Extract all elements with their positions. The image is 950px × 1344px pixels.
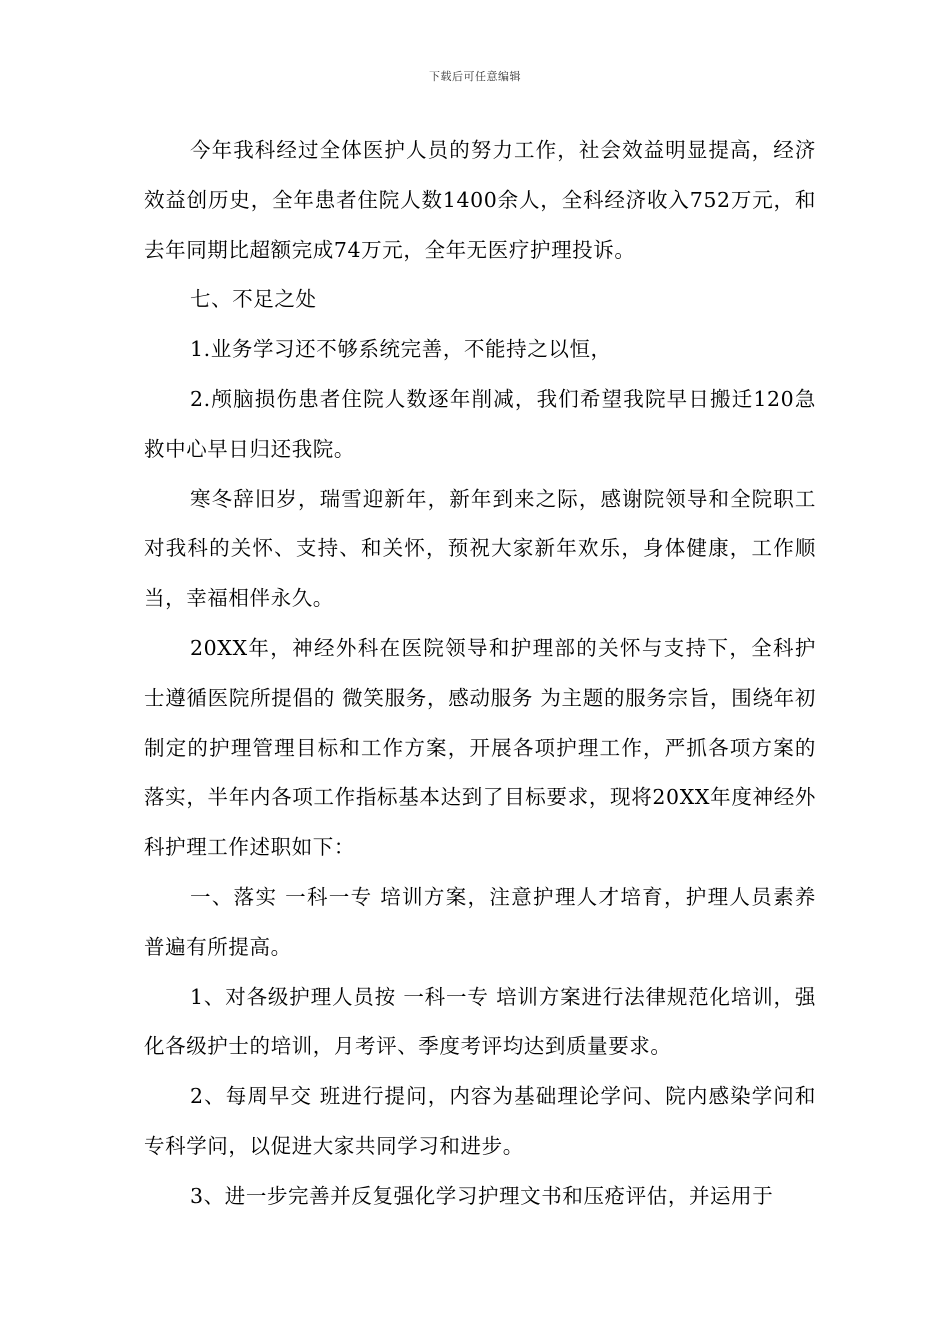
section-heading-shortcomings: 七、不足之处: [190, 287, 317, 312]
section-heading-training: 一、落实 一科一专 培训方案，注意护理人才培育，护理人员素养普遍有所提高。: [144, 884, 816, 959]
paragraph-shortcoming-1: 1.业务学习还不够系统完善，不能持之以恒，: [190, 337, 612, 362]
paragraph-shortcoming-2: 2.颅脑损伤患者住院人数逐年削减，我们希望我院早日搬迁120急救中心早日归还我院。: [144, 386, 816, 461]
paragraph-results: 今年我科经过全体医护人员的努力工作，社会效益明显提高，经济效益创历史，全年患者住院人数1400余人，全科经济收入752万元，和去年同期比超额完成74万元，全年无医疗护理投诉。: [144, 138, 816, 262]
page-header: 下载后可任意编辑: [429, 70, 521, 83]
paragraph-annual-summary-intro: 20XX年，神经外科在医院领导和护理部的关怀与支持下，全科护士遵循医院所提倡的 微笑服务，感动服务 为主题的服务宗旨，围绕年初制定的护理管理目标和工作方案，开展各项护理工作，严抓各项方案的落实，半年内各项工作指标基本达到了目标要求，现将20XX年度神经外科护理工作述职如下：: [144, 635, 816, 860]
document-body: [144, 126, 816, 1222]
paragraph-training-item-1: 1、对各级护理人员按 一科一专 培训方案进行法律规范化培训，强化各级护士的培训，月考评、季度考评均达到质量要求。: [144, 984, 816, 1059]
paragraph-training-item-3: 3、进一步完善并反复强化学习护理文书和压疮评估，并运用于: [190, 1183, 774, 1208]
paragraph-new-year-greeting: 寒冬辞旧岁，瑞雪迎新年，新年到来之际，感谢院领导和全院职工对我科的关怀、支持、和关怀，预祝大家新年欢乐，身体健康，工作顺当，幸福相伴永久。: [144, 486, 816, 611]
paragraph-training-item-2: 2、每周早交 班进行提问，内容为基础理论学问、院内感染学问和专科学问，以促进大家共同学习和进步。: [144, 1084, 816, 1158]
